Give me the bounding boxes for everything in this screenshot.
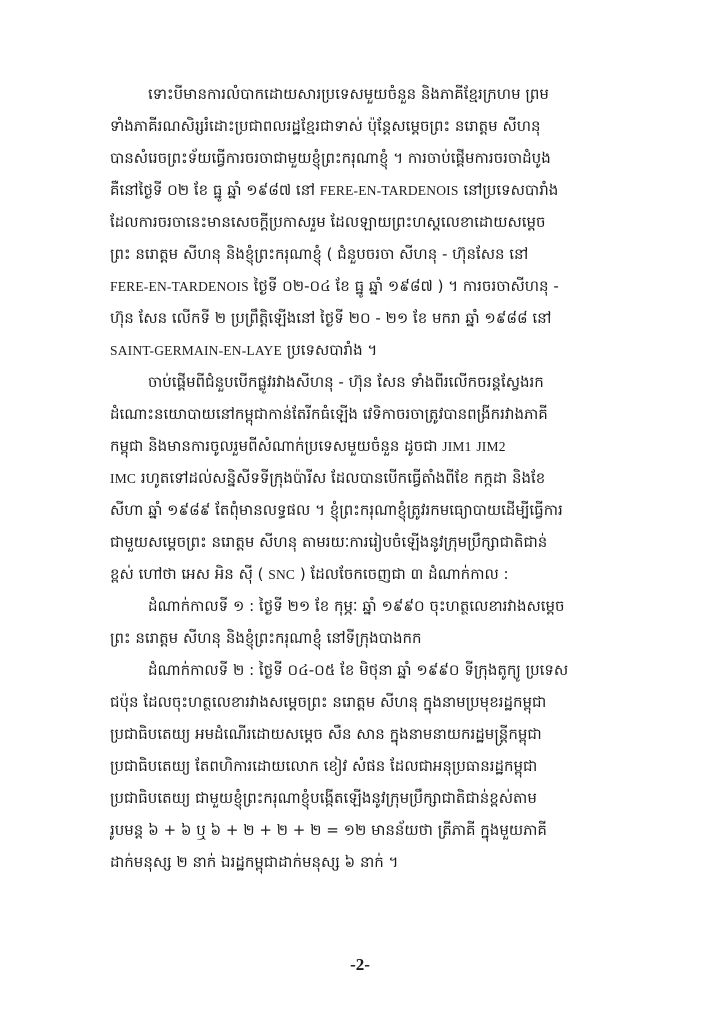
text-line: កម្ពុជា និងមានការចូលរួមពីសំណាក់ប្រទេសមួយចំនួន ដូចជា JIM1 JIM2 bbox=[110, 437, 506, 455]
text-line: គឺនៅថ្ងៃទី ០២ ខែ ធ្នូ ឆ្នាំ ១៩៨៧ នៅ FERE-EN-TARDENOIS នៅប្រទេសបារាំង bbox=[110, 181, 559, 199]
text-line: ដំណោះនយោបាយនៅកម្ពុជាកាន់តែរីកធំឡើង វេទិកាចរចាត្រូវបានពង្រីករវាងភាគី bbox=[110, 405, 548, 423]
text-line: SAINT-GERMAIN-EN-LAYE ប្រទេសបារាំង ។ bbox=[110, 341, 378, 359]
text-line: ដំណាក់កាលទី ២ : ថ្ងៃទី ០៤-០៥ ខែ មិថុនា ឆ្នាំ ១៩៩០ ទីក្រុងតូក្យូ ប្រទេស bbox=[148, 661, 569, 679]
page-number: -2- bbox=[350, 955, 370, 974]
paragraph bbox=[110, 654, 658, 878]
text-line: ទោះបីមានការលំបាកដោយសារប្រទេសមួយចំនួន និងភាគីខ្មែរក្រហម ព្រម bbox=[148, 85, 549, 103]
paragraph bbox=[110, 78, 658, 366]
text-line: ជប៉ុន ដែលចុះហត្ថលេខារវាងសម្តេចព្រះ នរោត្តម សីហនុ ក្នុងនាមប្រមុខរដ្ឋកម្ពុជា bbox=[110, 693, 547, 711]
text-line: ប្រជាធិបតេយ្យ ជាមួយខ្ញុំព្រះករុណាខ្ញុំបង្កើតឡើងនូវក្រុមប្រឹក្សាជាតិជាន់ខ្ពស់តាម bbox=[110, 789, 537, 807]
text-line: ដាក់មនុស្ស ២ នាក់ ឯរដ្ឋកម្ពុជាដាក់មនុស្ស ៦ នាក់ ។ bbox=[110, 853, 399, 871]
text-line: ព្រះ នរោត្តម សីហនុ និងខ្ញុំព្រះករុណាខ្ញុំ នៅទីក្រុងបាងកក bbox=[110, 629, 422, 647]
paragraph bbox=[110, 366, 658, 590]
text-line: ប្រជាធិបតេយ្យ អមដំណើរដោយសម្តេច សឺន សាន ក្នុងនាមនាយករដ្ឋមន្ត្រីកម្ពុជា bbox=[110, 725, 542, 743]
text-line: ទាំងភាគីរណសិរ្សរំដោះប្រជាពលរដ្ឋខ្មែរជាទាស់ ប៉ុន្តែសម្តេចព្រះ នរោត្តម សីហនុ bbox=[110, 117, 541, 135]
text-line: ជាមួយសម្តេចព្រះ នរោត្តម សីហនុ តាមរយៈការរៀបចំឡើងនូវក្រុមប្រឹក្សាជាតិជាន់ bbox=[110, 533, 548, 551]
text-line: ហ៊ុន សែន លើកទី ២ ប្រព្រឹត្តិឡើងនៅ ថ្ងៃទី ២០ - ២១ ខែ មករា ឆ្នាំ ១៩៨៨ នៅ bbox=[110, 309, 552, 327]
text-line: ដែលការចរចានេះមានសេចក្តីប្រកាសរួម ដែលឡាយព្រះហស្តលេខាដោយសម្តេច bbox=[110, 213, 546, 231]
text-line: ប្រជាធិបតេយ្យ តែពហិការដោយលោក ខៀវ សំផន ដែលជាអនុប្រធានរដ្ឋកម្ពុជា bbox=[110, 757, 538, 775]
text-line: ព្រះ នរោត្តម សីហនុ និងខ្ញុំព្រះករុណាខ្ញុំ ( ជំនួបចរចា សីហនុ - ហ៊ុនសែន នៅ bbox=[110, 245, 529, 263]
text-line: សីហា ឆ្នាំ ១៩៨៩ តែពុំមានលទ្ធផល ។ ខ្ញុំព្រះករុណាខ្ញុំត្រូវរកមធ្យោបាយដើម្បីធ្វើការ bbox=[110, 501, 563, 519]
text-line: បានសំរេចព្រះទ័យធ្វើការចរចាជាមួយខ្ញុំព្រះករុណាខ្ញុំ ។ ការចាប់ផ្តើមការចរចាដំបូង bbox=[110, 149, 551, 167]
text-line: FERE-EN-TARDENOIS ថ្ងៃទី ០២-០៤ ខែ ធ្នូ ឆ្នាំ ១៩៨៧ ) ។ ការចរចាសីហនុ - bbox=[110, 277, 559, 295]
document-body bbox=[110, 78, 658, 878]
text-line: ដំណាក់កាលទី ១ : ថ្ងៃទី ២១ ខែ កុម្ភៈ ឆ្នាំ ១៩៩០ ចុះហត្ថលេខារវាងសម្តេច bbox=[148, 597, 565, 615]
text-line: IMC រហូតទៅដល់សន្និសីទទីក្រុងប៉ារីស ដែលបានបើកធ្វើតាំងពីខែ កក្កដា និងខែ bbox=[110, 469, 546, 487]
text-line: រូបមន្ត ៦ + ៦ ឬ ៦ + ២ + ២ + ២ = ១២ មានន័យថា ត្រីភាគី ក្នុងមួយភាគី bbox=[110, 821, 547, 839]
paragraph bbox=[110, 590, 658, 654]
text-line: ខ្ពស់ ហៅថា អេស អិន ស៊ី ( SNC ) ដែលចែកចេញជា ៣ ដំណាក់កាល : bbox=[110, 565, 509, 583]
text-line: ចាប់ផ្តើមពីជំនួបបើកផ្លូវរវាងសីហនុ - ហ៊ុន សែន ទាំងពីរលើកចរន្តស្វែងរក bbox=[148, 373, 544, 391]
